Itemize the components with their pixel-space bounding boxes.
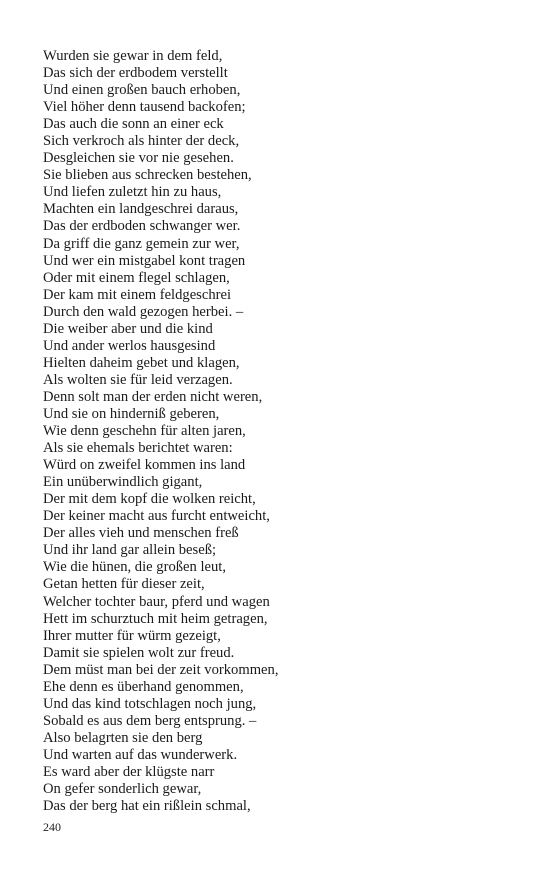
verse-line: Der keiner macht aus furcht entweicht, [43,508,270,525]
verse-line: Und sie on hinderniß geberen, [43,405,220,422]
verse-line: Das auch die sonn an einer eck [43,116,224,133]
verse-line: Die weiber aber und die kind [43,320,213,337]
verse-line: Wurden sie gewar in dem feld, [43,48,223,64]
verse-line: Hett im schurztuch mit heim getragen, [43,610,268,627]
verse-line: Oder mit einem flegel schlagen, [43,269,230,286]
verse-line: Und liefen zuletzt hin zu haus, [43,184,222,201]
verse-line: Und ihr land gar allein beseß; [43,542,217,559]
verse-line: Es ward aber der klügste narr [43,763,215,780]
verse-block [43,48,513,815]
verse-line: Als sie ehemals berichtet waren: [43,440,233,457]
verse-line: Wie denn geschehn für alten jaren, [43,423,246,440]
verse-line: Ihrer mutter für würm gezeigt, [43,627,221,644]
verse-line: Welcher tochter baur, pferd und wagen [43,593,270,610]
verse-line: Getan hetten für dieser zeit, [43,576,205,593]
verse-line: Der kam mit einem feldgeschrei [43,286,232,303]
verse-line: Würd on zweifel kommen ins land [43,457,246,474]
verse-line: Also belagrten sie den berg [43,729,203,746]
verse-line: Das der berg hat ein rißlein schmal, [43,798,251,815]
verse-line: Und einen großen bauch erhoben, [43,82,241,99]
verse-line: Viel höher denn tausend backofen; [43,99,246,116]
verse-line: Und wer ein mistgabel kont tragen [43,252,246,269]
verse-line: Und das kind totschlagen noch jung, [43,695,257,712]
verse-line: Wie die hünen, die großen leut, [43,559,226,576]
verse-line: Der alles vieh und menschen freß [43,525,239,542]
verse-line: Damit sie spielen wolt zur freud. [43,644,235,661]
verse-line: Der mit dem kopf die wolken reicht, [43,491,256,508]
verse-line: Da griff die ganz gemein zur wer, [43,235,240,252]
verse-line: On gefer sonderlich gewar, [43,781,202,798]
verse-line: Sich verkroch als hinter der deck, [43,133,240,150]
verse-line: Hielten daheim gebet und klagen, [43,354,240,371]
verse-line: Sobald es aus dem berg entsprung. – [43,712,257,729]
verse-line: Durch den wald gezogen herbei. – [43,303,244,320]
verse-line: Sie blieben aus schrecken bestehen, [43,167,252,184]
verse-line: Dem müst man bei der zeit vorkommen, [43,661,279,678]
page-number: 240 [43,820,61,834]
verse-line: Das sich der erdbodem verstellt [43,65,228,82]
verse-line: Das der erdboden schwanger wer. [43,218,241,235]
verse-line: Ein unüberwindlich gigant, [43,474,203,491]
verse-line: Als wolten sie für leid verzagen. [43,371,233,388]
verse-line: Denn solt man der erden nicht weren, [43,388,263,405]
verse-line: Ehe denn es überhand genommen, [43,678,244,695]
verse-line: Und warten auf das wunderwerk. [43,746,238,763]
verse-line: Und ander werlos hausgesind [43,337,216,354]
verse-line: Machten ein landgeschrei daraus, [43,201,239,218]
verse-line: Desgleichen sie vor nie gesehen. [43,150,234,167]
